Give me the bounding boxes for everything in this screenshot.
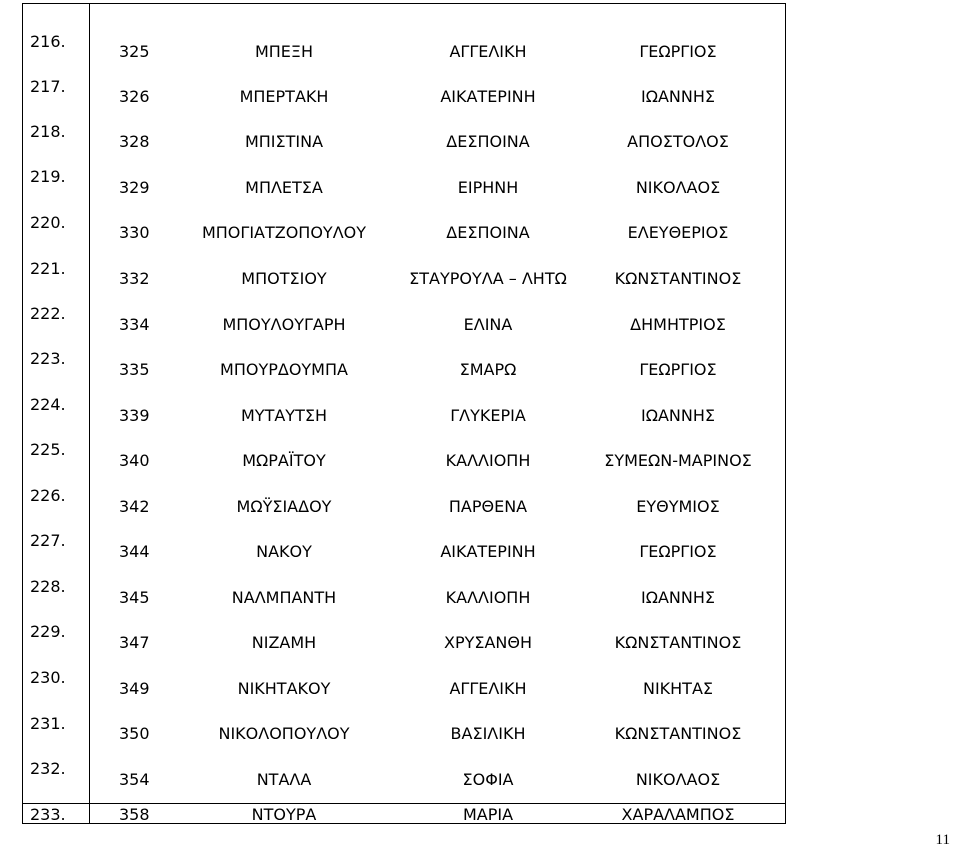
row-father: ΣΥΜΕΩΝ-ΜΑΡΙΝΟΣ [604, 451, 752, 470]
row-surname: ΜΩΫΣΙΑΔΟΥ [236, 497, 332, 516]
row-surname: ΝΙΖΑΜΗ [251, 633, 317, 652]
row-surname: ΝΙΚΟΛΟΠΟΥΛΟΥ [218, 724, 350, 743]
row-name: ΓΛΥΚΕΡΙΑ [450, 406, 526, 425]
row-code: 347 [119, 633, 150, 652]
row-code: 358 [119, 805, 150, 824]
row-code: 342 [119, 497, 150, 516]
row-father: ΝΙΚΗΤΑΣ [642, 679, 714, 698]
row-number: 222. [30, 304, 66, 323]
row-father: ΔΗΜΗΤΡΙΟΣ [630, 315, 726, 334]
row-name: ΑΓΓΕΛΙΚΗ [449, 42, 527, 61]
row-code: 354 [119, 770, 150, 789]
row-number: 216. [30, 32, 66, 51]
row-father: ΓΕΩΡΓΙΟΣ [639, 42, 717, 61]
row-code: 349 [119, 679, 150, 698]
row-father: ΑΠΟΣΤΟΛΟΣ [627, 132, 729, 151]
row-surname: ΜΥΤΑΥΤΣΗ [241, 406, 327, 425]
row-father: ΓΕΩΡΓΙΟΣ [639, 360, 717, 379]
row-surname: ΜΠΟΤΣΙΟΥ [241, 269, 327, 288]
row-number: 228. [30, 577, 66, 596]
row-code: 339 [119, 406, 150, 425]
row-number: 218. [30, 122, 66, 141]
row-number: 231. [30, 714, 66, 733]
row-surname: ΜΠΟΥΛΟΥΓΑΡΗ [222, 315, 346, 334]
row-father: ΚΩΝΣΤΑΝΤΙΝΟΣ [614, 269, 742, 288]
row-code: 344 [119, 542, 150, 561]
row-father: ΙΩΑΝΝΗΣ [641, 87, 715, 106]
row-father: ΝΙΚΟΛΑΟΣ [635, 178, 721, 197]
row-surname: ΜΠΙΣΤΙΝΑ [244, 132, 324, 151]
row-name: ΚΑΛΛΙΟΠΗ [445, 588, 531, 607]
row-number: 230. [30, 668, 66, 687]
row-father: ΕΛΕΥΘΕΡΙΟΣ [627, 223, 729, 242]
column-divider [785, 3, 786, 824]
row-name: ΒΑΣΙΛΙΚΗ [450, 724, 526, 743]
row-number: 224. [30, 395, 66, 414]
row-surname: ΝΑΚΟΥ [256, 542, 312, 561]
row-name: ΧΡΥΣΑΝΘΗ [443, 633, 533, 652]
row-code: 329 [119, 178, 150, 197]
row-name: ΣΟΦΙΑ [462, 770, 514, 789]
row-divider [22, 803, 786, 804]
row-father: ΚΩΝΣΤΑΝΤΙΝΟΣ [614, 633, 742, 652]
row-name: ΔΕΣΠΟΙΝΑ [446, 223, 530, 242]
row-code: 335 [119, 360, 150, 379]
row-surname: ΜΩΡΑΪΤΟΥ [242, 451, 326, 470]
row-name: ΕΛΙΝΑ [463, 315, 513, 334]
row-name: ΚΑΛΛΙΟΠΗ [445, 451, 531, 470]
row-number: 221. [30, 259, 66, 278]
row-surname: ΝΑΛΜΠΑΝΤΗ [231, 588, 337, 607]
row-code: 332 [119, 269, 150, 288]
row-code: 328 [119, 132, 150, 151]
row-surname: ΜΠΕΡΤΑΚΗ [239, 87, 329, 106]
row-father: ΧΑΡΑΛΑΜΠΟΣ [621, 805, 735, 824]
row-number: 225. [30, 440, 66, 459]
column-divider [89, 3, 90, 824]
row-name: ΑΙΚΑΤΕΡΙΝΗ [440, 542, 536, 561]
row-number: 219. [30, 167, 66, 186]
row-number: 223. [30, 349, 66, 368]
row-surname: ΝΤΟΥΡΑ [251, 805, 317, 824]
row-father: ΝΙΚΟΛΑΟΣ [635, 770, 721, 789]
row-father: ΚΩΝΣΤΑΝΤΙΝΟΣ [614, 724, 742, 743]
row-code: 350 [119, 724, 150, 743]
row-number: 226. [30, 486, 66, 505]
row-code: 325 [119, 42, 150, 61]
row-surname: ΜΠΕΞΗ [254, 42, 314, 61]
row-name: ΑΙΚΑΤΕΡΙΝΗ [440, 87, 536, 106]
row-surname: ΝΤΑΛΑ [256, 770, 312, 789]
page-number: 11 [935, 832, 950, 848]
row-name: ΣΜΑΡΩ [459, 360, 517, 379]
row-surname: ΜΠΛΕΤΣΑ [245, 178, 323, 197]
row-number: 220. [30, 213, 66, 232]
row-surname: ΜΠΟΥΡΔΟΥΜΠΑ [220, 360, 348, 379]
row-name: ΠΑΡΘΕΝΑ [448, 497, 528, 516]
row-number: 229. [30, 622, 66, 641]
row-number: 232. [30, 759, 66, 778]
row-father: ΙΩΑΝΝΗΣ [641, 406, 715, 425]
row-code: 330 [119, 223, 150, 242]
row-name: ΔΕΣΠΟΙΝΑ [446, 132, 530, 151]
row-name: ΕΙΡΗΝΗ [457, 178, 519, 197]
row-surname: ΝΙΚΗΤΑΚΟΥ [237, 679, 331, 698]
row-name: ΣΤΑΥΡΟΥΛΑ – ΛΗΤΩ [409, 269, 567, 288]
row-code: 345 [119, 588, 150, 607]
row-father: ΓΕΩΡΓΙΟΣ [639, 542, 717, 561]
row-code: 326 [119, 87, 150, 106]
row-father: ΙΩΑΝΝΗΣ [641, 588, 715, 607]
row-number: 217. [30, 77, 66, 96]
row-code: 334 [119, 315, 150, 334]
row-name: ΑΓΓΕΛΙΚΗ [449, 679, 527, 698]
row-name: ΜΑΡΙΑ [462, 805, 514, 824]
row-number: 233. [30, 805, 66, 824]
row-surname: ΜΠΟΓΙΑΤΖΟΠΟΥΛΟΥ [201, 223, 367, 242]
row-father: ΕΥΘΥΜΙΟΣ [636, 497, 720, 516]
row-code: 340 [119, 451, 150, 470]
row-number: 227. [30, 531, 66, 550]
